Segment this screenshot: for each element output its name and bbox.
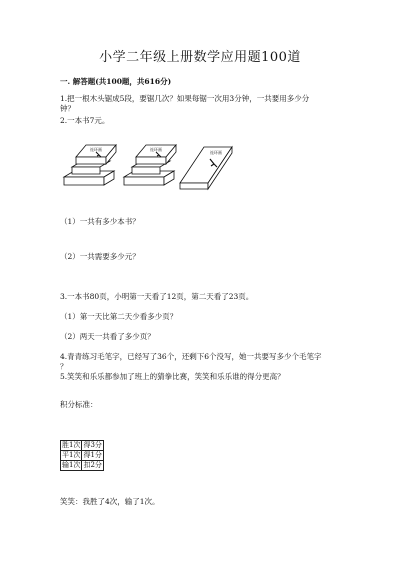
question-2-part-1: （1）一共有多少本书？	[60, 217, 140, 226]
book-label: 连环画	[90, 147, 102, 152]
question-4-line-2: ？	[60, 362, 68, 371]
book-stacks-illustration	[60, 137, 240, 195]
question-2: 2.一本书7元。	[60, 116, 110, 125]
table-row	[61, 451, 104, 461]
question-2-part-2: （2）一共需要多少元？	[60, 252, 140, 261]
table-cell: 扣2分	[83, 461, 102, 469]
question-3-part-1: （1）第一天比第二天少看多少页？	[60, 312, 178, 321]
score-standard-heading: 积分标准：	[60, 400, 98, 409]
section-heading: 一. 解答题(共100题，共616分)	[60, 77, 172, 86]
book-stack-2	[124, 145, 176, 185]
question-1-line-2: 钟？	[60, 104, 75, 113]
question-4-line-1: 4.青青练习毛笔字，已经写了36个，还剩下6个没写，她一共要写多少个毛笔字	[60, 352, 322, 361]
score-table	[60, 440, 104, 471]
table-cell: 输1次	[62, 461, 81, 469]
single-book	[180, 147, 232, 189]
question-3-part-2: （2）两天一共看了多少页？	[60, 332, 155, 341]
table-cell: 胜1次	[62, 441, 81, 449]
table-cell: 平1次	[62, 451, 81, 459]
page-title: 小学二年级上册数学应用题100道	[99, 50, 301, 65]
xiaoxiao-result: 笑笑：我胜了4次，输了1次。	[60, 497, 160, 506]
question-3: 3.一本书80页，小明第一天看了12页，第二天看了23页。	[60, 292, 254, 301]
table-row	[61, 441, 104, 451]
book-label: 连环画	[210, 150, 222, 155]
book-stack-1	[64, 145, 116, 185]
question-1-line-1: 1.把一根木头锯成5段，要锯几次？如果每锯一次用3分钟，一共要用多少分	[60, 94, 310, 103]
question-5: 5.笑笑和乐乐都参加了班上的猜拳比赛，笑笑和乐乐谁的得分更高？	[60, 372, 285, 381]
table-cell: 得3分	[83, 441, 102, 449]
table-row	[61, 461, 104, 471]
book-label: 连环画	[150, 147, 162, 152]
table-cell: 得1分	[83, 451, 102, 459]
